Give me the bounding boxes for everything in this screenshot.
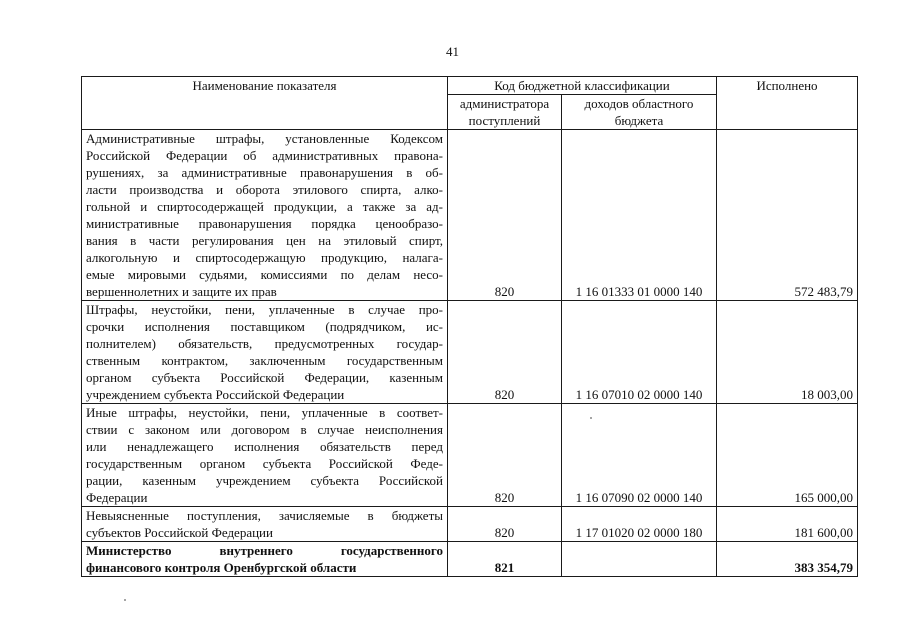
indicator-name-cell: [82, 507, 448, 542]
admin-code-cell: 820: [448, 301, 562, 404]
admin-code-cell: 821: [448, 542, 562, 577]
income-code-cell: [562, 542, 717, 577]
header-row-top: [82, 77, 858, 95]
indicator-name-line: рушениях, за административные правонарушения в об-: [86, 165, 443, 180]
page-number: 41: [446, 44, 459, 59]
indicator-name-cell: [82, 542, 448, 577]
indicator-name-line: полнителем) обязательств, предусмотренных государ-: [86, 336, 443, 351]
indicator-name-line: финансового контроля Оренбургской области: [86, 560, 357, 575]
income-code-cell: 1 16 07090 02 0000 140: [562, 404, 717, 507]
executed-amount-cell: 165 000,00: [717, 404, 858, 507]
table-row: [82, 301, 858, 404]
indicator-name-line: вания в части регулирования цен на этиловый спирт,: [86, 233, 443, 248]
table-row: [82, 507, 858, 542]
indicator-name-line: емые мировыми судьями, комиссиями по делам несо-: [86, 267, 443, 282]
scan-speck: [590, 417, 592, 419]
indicator-name-line: учреждением субъекта Российской Федерации: [86, 387, 345, 402]
column-header-admin: [448, 95, 562, 130]
header-line: поступлений: [468, 113, 541, 128]
header-line: бюджета: [614, 113, 664, 128]
indicator-name-line: или ненадлежащего исполнения обязательств перед: [86, 439, 443, 454]
table-row: [82, 130, 858, 301]
income-code-cell: 1 17 01020 02 0000 180: [562, 507, 717, 542]
table-body: [82, 130, 858, 577]
indicator-name-line: рации, казенным учреждением субъекта Российской: [86, 473, 443, 488]
indicator-name-line: гольной и спиртосодержащей продукции, а также за ад-: [86, 199, 443, 214]
executed-amount-cell: 572 483,79: [717, 130, 858, 301]
header-line: доходов областного: [584, 96, 694, 111]
indicator-name-line: министративные правонарушения порядка ценообразо-: [86, 216, 443, 231]
scan-speck: [124, 599, 126, 601]
indicator-name-cell: [82, 301, 448, 404]
indicator-name-line: Иные штрафы, неустойки, пени, уплаченные в соответ-: [86, 405, 443, 420]
executed-amount-cell: 18 003,00: [717, 301, 858, 404]
indicator-name-line: Невыясненные поступления, зачисляемые в бюджеты: [86, 508, 443, 523]
column-header-executed: Исполнено: [717, 77, 858, 130]
indicator-name-cell: [82, 404, 448, 507]
executed-amount-cell: 383 354,79: [717, 542, 858, 577]
budget-table: [81, 76, 858, 577]
income-code-cell: 1 16 01333 01 0000 140: [562, 130, 717, 301]
indicator-name-line: Административные штрафы, установленные Кодексом: [86, 131, 443, 146]
table-row: [82, 542, 858, 577]
income-code-cell: 1 16 07010 02 0000 140: [562, 301, 717, 404]
indicator-name-line: вершеннолетних и защите их прав: [86, 284, 277, 299]
executed-amount-cell: 181 600,00: [717, 507, 858, 542]
indicator-name-line: органом субъекта Российской Федерации, казенным: [86, 370, 443, 385]
indicator-name-line: Министерство внутреннего государственного: [86, 543, 443, 558]
column-header-income: [562, 95, 717, 130]
indicator-name-line: Российской Федерации об административных правона-: [86, 148, 443, 163]
indicator-name-line: ственным контрактом, заключенным государственным: [86, 353, 443, 368]
indicator-name-line: Штрафы, неустойки, пени, уплаченные в случае про-: [86, 302, 443, 317]
admin-code-cell: 820: [448, 507, 562, 542]
admin-code-cell: 820: [448, 130, 562, 301]
column-header-kbk-group: Код бюджетной классификации: [448, 77, 717, 95]
indicator-name-cell: [82, 130, 448, 301]
indicator-name-line: Федерации: [86, 490, 148, 505]
indicator-name-line: ласти производства и оборота этилового спирта, алко-: [86, 182, 443, 197]
column-header-name: Наименование показателя: [82, 77, 448, 130]
indicator-name-line: срочки исполнения поставщиком (подрядчиком, ис-: [86, 319, 443, 334]
indicator-name-line: государственным органом субъекта Российской Феде-: [86, 456, 443, 471]
indicator-name-line: алкогольную и спиртосодержащую продукцию, налага-: [86, 250, 443, 265]
admin-code-cell: 820: [448, 404, 562, 507]
table-row: [82, 404, 858, 507]
indicator-name-line: субъектов Российской Федерации: [86, 525, 273, 540]
indicator-name-line: ствии с законом или договором в случае неисполнения: [86, 422, 443, 437]
header-line: администратора: [459, 96, 550, 111]
